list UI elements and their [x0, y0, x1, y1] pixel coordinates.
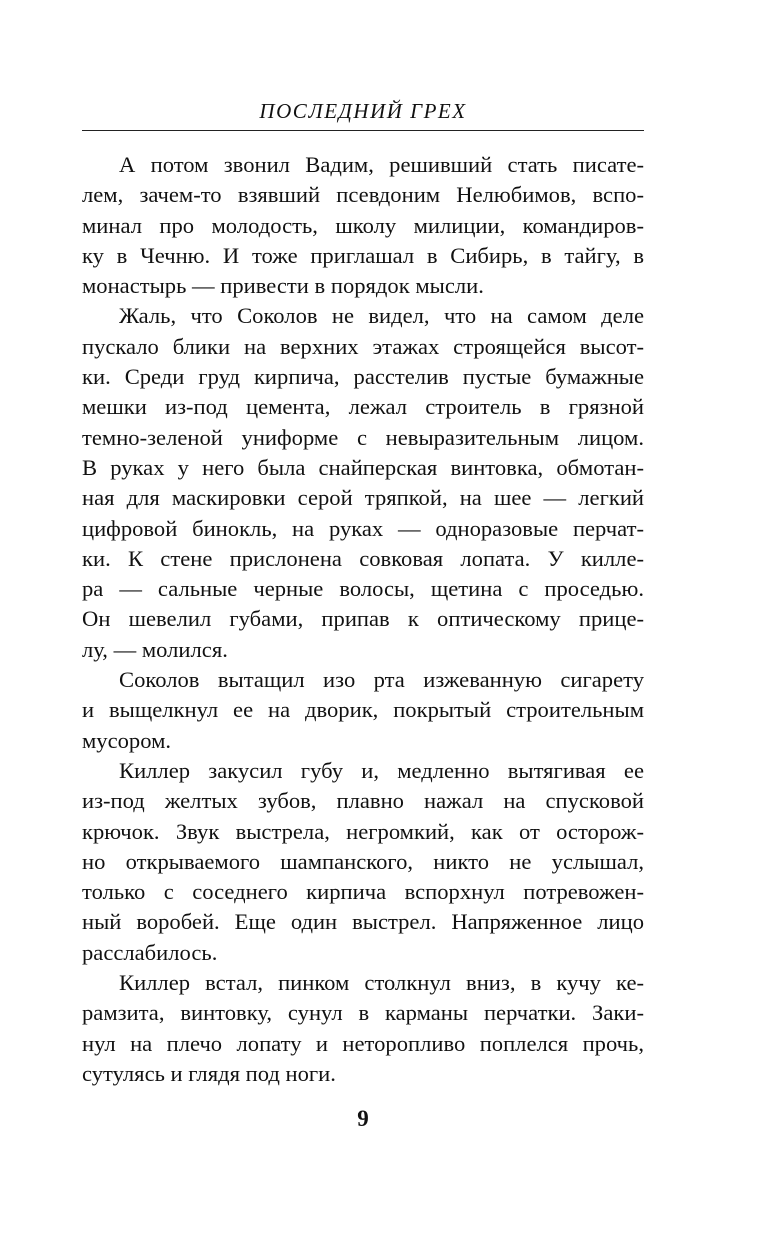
text-line: В руках у него была снайперская винтовка, обмотан- — [82, 454, 644, 480]
text-line: монастырь — привести в порядок мысли. — [82, 273, 484, 299]
text-line: ный воробей. Еще один выстрел. Напряженное лицо — [82, 909, 644, 935]
text-line: мусором. — [82, 727, 172, 753]
text-line: А потом звонил Вадим, решивший стать писате- — [119, 152, 644, 177]
body-text — [82, 150, 644, 1089]
text-line: Он шевелил губами, припав к оптическому прице- — [82, 606, 644, 632]
text-line: цифровой бинокль, на руках — одноразовые перчат- — [82, 515, 644, 541]
text-line: ная для маскировки серой тряпкой, на шее — легкий — [82, 485, 644, 511]
text-line: Соколов вытащил изо рта изжеванную сигарету — [119, 667, 644, 693]
header-divider — [82, 130, 644, 131]
text-line: но открываемого шампанского, никто не услышал, — [82, 848, 644, 874]
text-line: сутулясь и глядя под ноги. — [82, 1060, 336, 1086]
text-line: только с соседнего кирпича вспорхнул потревожен- — [82, 879, 644, 905]
text-line: ра — сальные черные волосы, щетина с проседью. — [82, 576, 644, 602]
text-line: из-под желтых зубов, плавно нажал на спусковой — [82, 788, 644, 814]
running-header: ПОСЛЕДНИЙ ГРЕХ — [259, 99, 467, 123]
text-line: ки. К стене прислонена совковая лопата. У килле- — [82, 545, 644, 571]
text-line: расслабилось. — [82, 939, 218, 965]
text-line: и выщелкнул ее на дворик, покрытый строительным — [82, 697, 644, 723]
text-line: ки. Среди груд кирпича, расстелив пустые бумажные — [82, 364, 644, 390]
text-line: минал про молодость, школу милиции, командиров- — [82, 212, 644, 238]
text-line: пускало блики на верхних этажах строящейся высот- — [82, 333, 644, 359]
page-number: 9 — [357, 1106, 369, 1131]
text-line: Жаль, что Соколов не видел, что на самом деле — [119, 303, 644, 329]
text-line: Киллер закусил губу и, медленно вытягивая ее — [119, 757, 644, 783]
text-line: мешки из-под цемента, лежал строитель в грязной — [82, 394, 644, 420]
text-line: лем, зачем-то взявший псевдоним Нелюбимов, вспо- — [82, 182, 644, 208]
text-line: темно-зеленой униформе с невыразительным лицом. — [82, 424, 644, 450]
text-line: крючок. Звук выстрела, негромкий, как от осторож- — [82, 818, 644, 844]
text-line: рамзита, винтовку, сунул в карманы перчатки. Заки- — [82, 1000, 644, 1026]
text-line: ку в Чечню. И тоже приглашал в Сибирь, в тайгу, в — [82, 242, 644, 268]
text-line: Киллер встал, пинком столкнул вниз, в кучу ке- — [119, 970, 644, 996]
text-line: лу, — молился. — [82, 636, 228, 662]
text-line: нул на плечо лопату и неторопливо поплелся прочь, — [82, 1030, 644, 1056]
